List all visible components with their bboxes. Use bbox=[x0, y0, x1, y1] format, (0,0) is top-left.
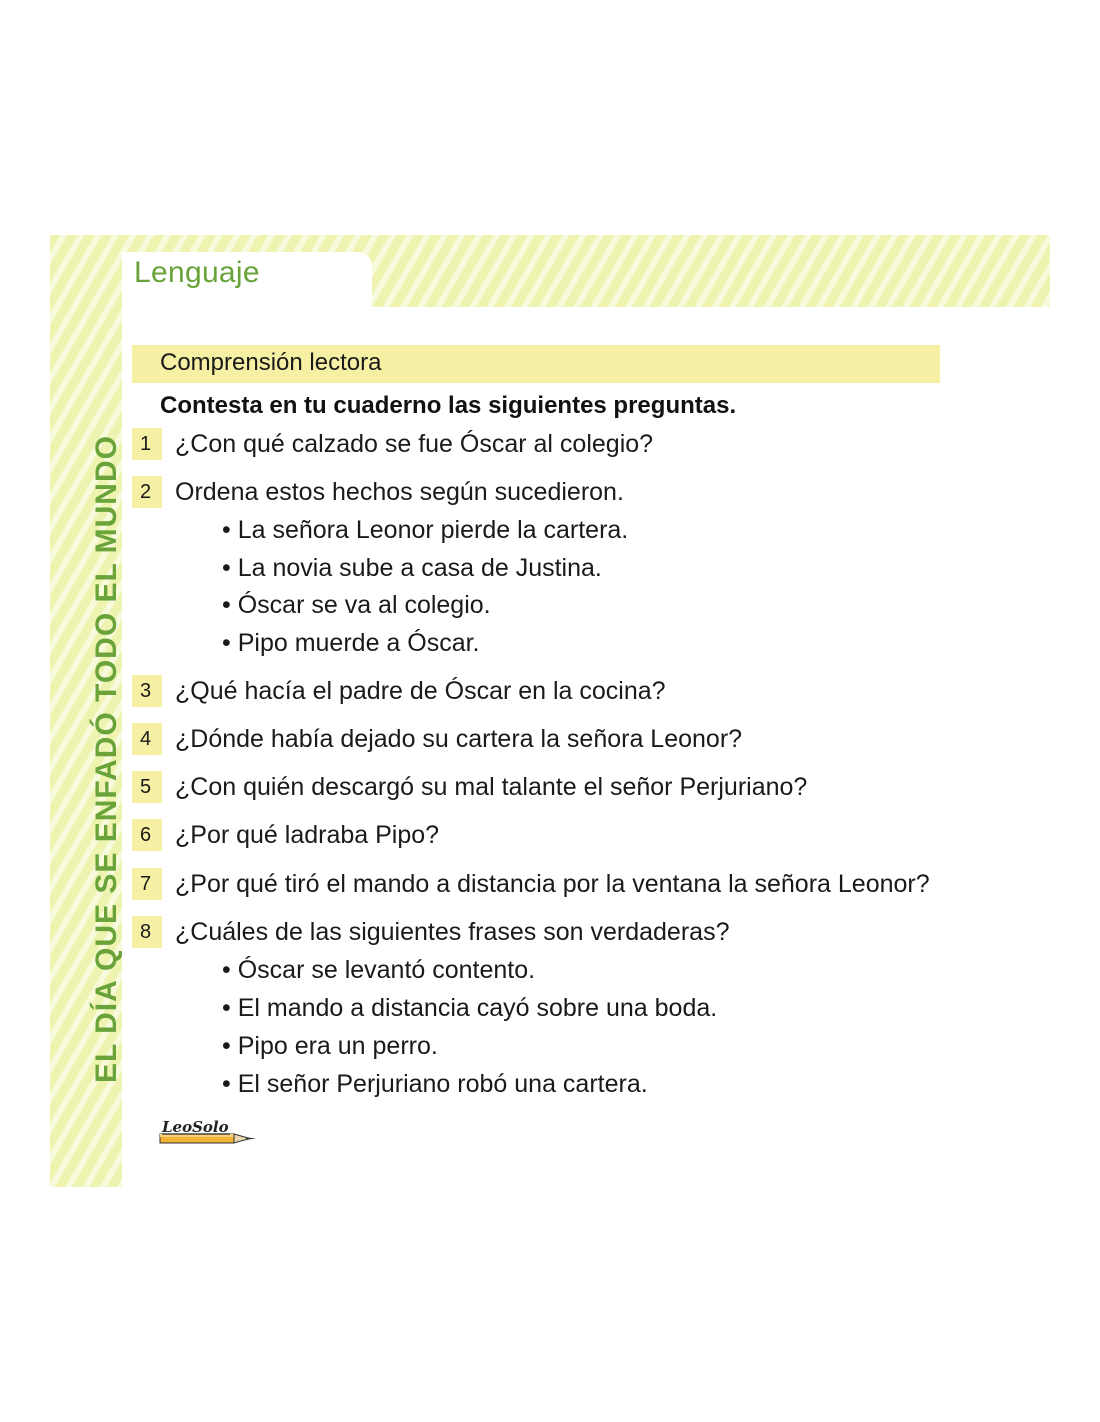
question-text: ¿Cuáles de las siguientes frases son verdaderas? bbox=[175, 918, 730, 946]
question-text: ¿Dónde había dejado su cartera la señora Leonor? bbox=[175, 725, 743, 753]
bullet-icon: • bbox=[222, 591, 231, 619]
subsection-bar bbox=[132, 345, 940, 383]
question-number: 1 bbox=[132, 428, 162, 460]
question-number: 6 bbox=[132, 819, 162, 851]
bullet-icon: • bbox=[222, 1070, 231, 1098]
list-item: • Óscar se levantó contento. bbox=[222, 956, 536, 984]
list-item: • La novia sube a casa de Justina. bbox=[222, 554, 602, 582]
list-item: • El mando a distancia cayó sobre una boda. bbox=[222, 994, 718, 1022]
instruction-text: Contesta en tu cuaderno las siguientes preguntas. bbox=[160, 392, 737, 419]
list-item: • El señor Perjuriano robó una cartera. bbox=[222, 1070, 648, 1098]
subsection-title: Comprensión lectora bbox=[160, 349, 382, 376]
list-item: • La señora Leonor pierde la cartera. bbox=[222, 516, 629, 544]
question-text: ¿Por qué ladraba Pipo? bbox=[175, 821, 440, 849]
question-text: ¿Con qué calzado se fue Óscar al colegio? bbox=[175, 430, 654, 458]
section-title: Lenguaje bbox=[134, 256, 260, 289]
leosolo-logo bbox=[158, 1117, 262, 1149]
question-text: ¿Qué hacía el padre de Óscar en la cocina? bbox=[175, 677, 666, 705]
question-number: 8 bbox=[132, 916, 162, 948]
list-item: • Pipo muerde a Óscar. bbox=[222, 629, 480, 657]
bullet-icon: • bbox=[222, 994, 231, 1022]
question-number: 2 bbox=[132, 476, 162, 508]
list-item: • Óscar se va al colegio. bbox=[222, 591, 491, 619]
story-title-vertical: EL DÍA QUE SE ENFADÓ TODO EL MUNDO bbox=[90, 435, 123, 1083]
question-number: 3 bbox=[132, 675, 162, 707]
question-number: 7 bbox=[132, 868, 162, 900]
question-number: 4 bbox=[132, 723, 162, 755]
bullet-icon: • bbox=[222, 956, 231, 984]
question-text: Ordena estos hechos según sucedieron. bbox=[175, 478, 624, 506]
bullet-icon: • bbox=[222, 554, 231, 582]
question-text: ¿Por qué tiró el mando a distancia por la ventana la señora Leonor? bbox=[175, 870, 930, 898]
question-number: 5 bbox=[132, 771, 162, 803]
question-text: ¿Con quién descargó su mal talante el señor Perjuriano? bbox=[175, 773, 808, 801]
bullet-icon: • bbox=[222, 629, 231, 657]
list-item: • Pipo era un perro. bbox=[222, 1032, 438, 1060]
bullet-icon: • bbox=[222, 516, 231, 544]
bullet-icon: • bbox=[222, 1032, 231, 1060]
logo-text: LeoSolo bbox=[162, 1118, 229, 1136]
